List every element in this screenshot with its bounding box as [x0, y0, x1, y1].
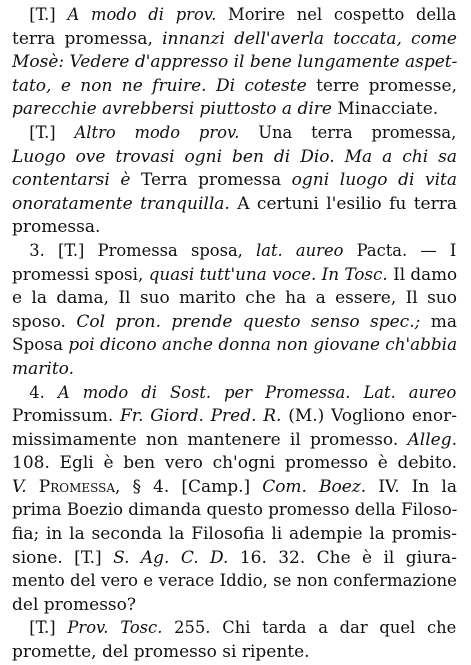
text-run: (M.) Vogliono enor-: [288, 406, 457, 427]
text-run: missimamente non mantenere il promesso.: [12, 429, 408, 450]
text-run: S. Ag. C. D.: [113, 547, 240, 568]
text-run: del promesso?: [12, 594, 137, 615]
text-line: [12, 146, 457, 170]
text-run: ogni luogo di vita: [291, 170, 457, 191]
text-line: [12, 334, 457, 358]
paragraph-p5: [12, 617, 457, 664]
text-line: [12, 51, 457, 75]
text-line: [12, 405, 457, 429]
text-run: promessi sposi,: [12, 264, 149, 285]
text-run: Una terra promessa,: [258, 122, 457, 143]
text-run: 3. [T.] Promessa sposa,: [29, 240, 257, 261]
text-line: [12, 594, 457, 618]
text-line: [12, 4, 456, 28]
text-run: , § 4. [Camp.]: [115, 476, 263, 497]
text-run: Com. Boez.: [262, 476, 379, 497]
text-run: onoratamente tranquilla.: [12, 193, 238, 214]
text-run: [T.]: [29, 5, 68, 25]
text-run: tato, e non ne fruire. Di coteste: [12, 75, 317, 96]
text-line: [12, 287, 457, 311]
paragraph-p1: [12, 4, 457, 122]
text-line: [12, 429, 457, 453]
text-run: A modo di prov.: [67, 5, 229, 25]
text-run: A certuni l'esilio fu terra: [237, 193, 458, 214]
paragraph-p4: [12, 382, 457, 618]
text-run: Fr. Giord. Pred. R.: [120, 406, 289, 427]
text-run: e la dama, Il suo marito che ha a essere, Il suo: [12, 288, 457, 309]
text-run: Il damo: [393, 264, 458, 285]
text-line: [12, 240, 456, 264]
text-line: [12, 122, 456, 146]
text-run: Minacciate.: [337, 99, 439, 120]
text-run: Prov. Tosc.: [67, 618, 175, 639]
text-run: 16. 32. Che è il giura-: [239, 547, 457, 568]
text-line: [12, 523, 457, 547]
text-line: [12, 216, 457, 240]
text-run: Luogo ove trovasi ogni ben di Dio. Ma a chi sa: [12, 146, 457, 167]
text-run: Sposa: [12, 335, 69, 356]
text-run: Alleg.: [407, 429, 457, 450]
text-line: [12, 264, 457, 288]
text-run: parecchie avrebbersi piuttosto a dire: [12, 99, 338, 120]
text-run: Mosè: Vedere d'appresso il bene lungamente aspet-: [12, 52, 458, 73]
text-run: Terra promessa: [141, 170, 292, 191]
text-run: Promissum.: [12, 406, 121, 427]
text-run: ma: [430, 311, 458, 332]
text-run: quasi tutt'una voce. In Tosc.: [148, 264, 394, 285]
text-run: Col pron. prende questo senso spec.;: [76, 311, 431, 332]
text-run: promessa.: [12, 217, 101, 238]
text-run: marito.: [12, 358, 74, 379]
text-run: poi dicono anche donna non giovane ch'abbia: [68, 335, 458, 356]
paragraph-p3: [12, 240, 457, 382]
text-line: [12, 75, 457, 99]
text-run: promette, del promesso si ripente.: [12, 642, 310, 663]
dictionary-text: [12, 4, 457, 665]
text-line: [12, 311, 457, 335]
text-line: [12, 452, 457, 476]
text-line: [12, 547, 457, 571]
text-line: [12, 476, 457, 500]
text-run: 108. Egli è ben vero ch'ogni promesso è debito.: [12, 453, 457, 474]
text-line: [12, 169, 457, 193]
text-run: terre promesse,: [316, 75, 457, 96]
text-run: IV. In la: [378, 476, 457, 497]
text-run: Morire nel cospetto della: [228, 5, 457, 25]
text-line: [12, 358, 457, 382]
text-run: 255. Chi tarda a dar quel che: [174, 618, 457, 639]
text-line: [12, 382, 456, 406]
text-run: [T.]: [29, 122, 75, 143]
text-run: 4.: [29, 382, 58, 403]
text-run: contentarsi è: [12, 170, 142, 191]
text-run: A modo di Sost. per Promessa. Lat. aureo: [57, 382, 457, 403]
text-line: [12, 617, 456, 641]
text-run: lat. aureo: [256, 240, 357, 261]
text-run: Promessa: [38, 476, 116, 497]
text-run: innanzi dell'averla toccata, come: [162, 28, 457, 49]
text-run: mento del vero e verace Iddio, se non confermazione: [12, 571, 457, 592]
text-line: [12, 98, 457, 122]
text-run: Pacta. — I: [356, 240, 457, 261]
text-run: sposo.: [12, 311, 77, 332]
text-run: sione. [T.]: [12, 547, 114, 568]
text-line: [12, 641, 457, 665]
text-line: [12, 570, 457, 594]
text-run: [T.]: [29, 618, 68, 639]
text-run: fia; in la seconda la Filosofia li adempie la promis-: [12, 524, 457, 545]
text-run: V.: [12, 476, 39, 497]
text-line: [12, 193, 457, 217]
text-run: Altro modo prov.: [74, 122, 259, 143]
text-run: prima Boezio dimanda questo promesso della Filoso-: [12, 500, 458, 521]
text-line: [12, 499, 457, 523]
paragraph-p2: [12, 122, 457, 240]
text-line: [12, 28, 457, 52]
text-run: terra promessa,: [12, 28, 163, 49]
